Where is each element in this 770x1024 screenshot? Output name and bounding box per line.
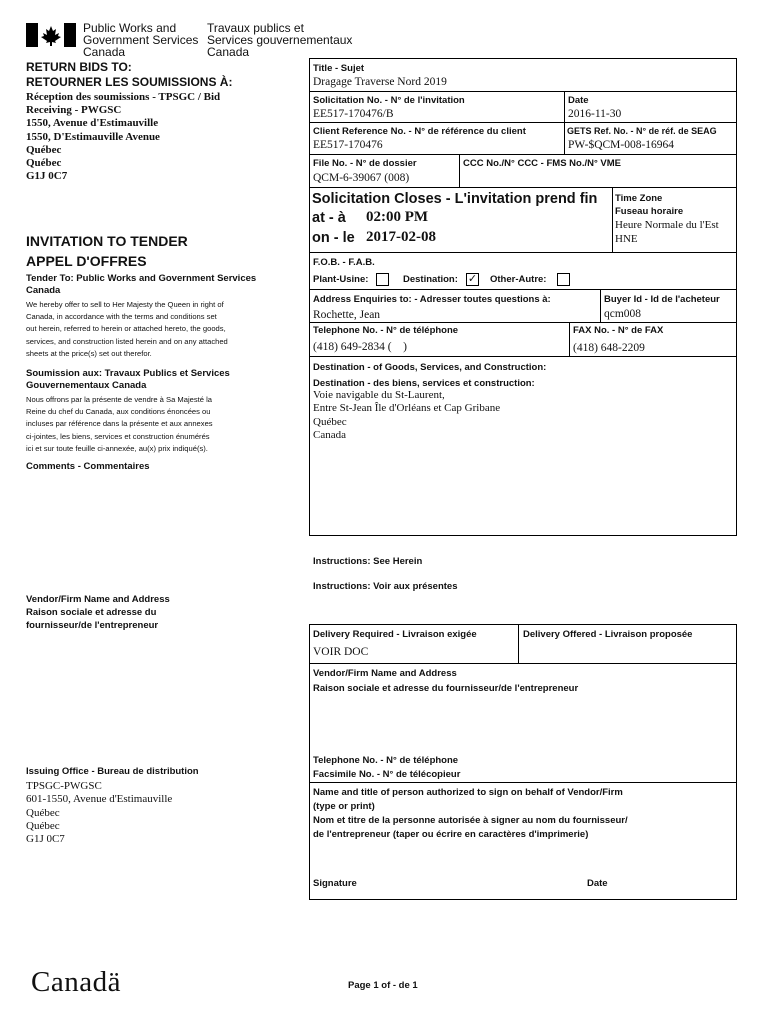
authorized-person-field[interactable] <box>311 843 735 873</box>
destination-goods-label: Destination - of Goods, Services, and Construction: Destination - des biens, services et construction: <box>313 362 547 389</box>
department-name-en: Public Works and Government Services Canada <box>83 21 199 59</box>
fax-label: FAX No. - N° de FAX <box>573 325 664 336</box>
title-label: Title - Sujet <box>313 63 365 74</box>
telephone-facsimile-label: Telephone No. - N° de téléphone Facsimile No. - N° de télécopieur <box>313 755 461 780</box>
delivery-offered-label: Delivery Offered - Livraison proposée <box>523 629 693 640</box>
time-zone-value: Heure Normale du l'Est HNE <box>615 219 719 245</box>
authorized-person-label: Name and title of person authorized to sign on behalf of Vendor/Firm (type or print) Nom et titre de la personne autorisée à signer au nom du fournisseur/ de l'entrepreneur (taper ou écrire en caractères d'imprimerie) <box>313 787 628 840</box>
destination-goods-value: Voie navigable du St-Laurent, Entre St-Jean Île d'Orléans et Cap Gribane Québec Canada <box>313 389 501 442</box>
address-enquiries-label: Address Enquiries to: - Adresser toutes questions à: <box>313 294 551 305</box>
soumission-body: Nous offrons par la présente de vendre à Sa Majesté la Reine du chef du Canada, aux conditions énoncées ou incluses par référence dans la présente et aux annexes ci-jointes, les biens, services et construction énumérés ici et sur toute feuille ci-annexée, au(x) prix indiqué(s). <box>26 395 213 453</box>
solicitation-closes-label: Solicitation Closes - L'invitation prend fin <box>312 191 598 207</box>
gets-ref-label: GETS Ref. No. - N° de réf. de SEAG <box>567 126 717 136</box>
invitation-title: INVITATION TO TENDER APPEL D'OFFRES <box>26 233 188 269</box>
vendor-firm-field[interactable] <box>311 696 735 750</box>
tender-to-body: We hereby offer to sell to Her Majesty the Queen in right of Canada, in accordance with the terms and conditions set out herein, referred to herein or attached hereto, the goods, services, and construction listed herein and on any attached sheets at the price(s) set out therefor. <box>26 300 228 358</box>
address-enquiries-value: Rochette, Jean <box>313 309 381 321</box>
gets-ref-value: PW-$QCM-008-16964 <box>568 139 675 151</box>
issuing-office-address: TPSGC-PWGSC 601-1550, Avenue d'Estimauville Québec Québec G1J 0C7 <box>26 780 173 846</box>
signature-label: Signature <box>313 878 357 889</box>
solicitation-no-label: Solicitation No. - N° de l'invitation <box>313 95 465 106</box>
closing-date-label: on - le <box>312 230 355 246</box>
delivery-required-label: Delivery Required - Livraison exigée <box>313 629 477 640</box>
canada-flag-icon <box>26 23 76 47</box>
other-autre-checkbox[interactable] <box>557 273 570 286</box>
comments-label: Comments - Commentaires <box>26 461 150 472</box>
destination-label: Destination: <box>403 274 458 285</box>
destination-checkbox[interactable]: ✓ <box>467 273 478 285</box>
file-no-label: File No. - N° de dossier <box>313 158 417 169</box>
title-value: Dragage Traverse Nord 2019 <box>313 76 447 88</box>
department-name-fr: Travaux publics et Services gouvernementaux Canada <box>207 21 353 59</box>
date-value: 2016-11-30 <box>568 108 622 120</box>
time-zone-label: Time Zone Fuseau horaire <box>615 193 684 217</box>
instructions-fr: Instructions: Voir aux présentes <box>313 581 458 592</box>
return-bids-address: Réception des soumissions - TPSGC / Bid Receiving - PWGSC 1550, Avenue d'Estimauville 1550, D'Estimauville Avenue Québec Québec G1J 0C7 <box>26 91 221 183</box>
ccc-no-label: CCC No./N° CCC - FMS No./N° VME <box>463 158 622 169</box>
telephone-value: (418) 649-2834 ( ) <box>313 341 407 353</box>
telephone-label: Telephone No. - N° de téléphone <box>313 325 459 336</box>
return-bids-heading: RETURN BIDS TO: RETOURNER LES SOUMISSIONS À: <box>26 60 233 89</box>
plant-usine-checkbox[interactable] <box>376 273 389 286</box>
vendor-firm-label-left: Vendor/Firm Name and Address Raison sociale et adresse du fournisseur/de l'entrepreneur <box>26 594 170 631</box>
delivery-required-value: VOIR DOC <box>313 646 369 658</box>
fob-label: F.O.B. - F.A.B. <box>313 257 375 268</box>
tender-to-heading: Tender To: Public Works and Government Services Canada <box>26 273 257 296</box>
other-autre-label: Other-Autre: <box>490 274 547 285</box>
buyer-id-label: Buyer Id - Id de l'acheteur <box>604 294 720 305</box>
client-ref-label: Client Reference No. - N° de référence du client <box>313 126 526 137</box>
client-ref-value: EE517-170476 <box>313 139 383 151</box>
file-no-value: QCM-6-39067 (008) <box>313 172 410 184</box>
signature-date-label: Date <box>587 878 608 889</box>
canada-wordmark: Canadä <box>31 966 121 998</box>
soumission-heading: Soumission aux: Travaux Publics et Services Gouvernementaux Canada <box>26 368 230 391</box>
issuing-office-label: Issuing Office - Bureau de distribution <box>26 766 199 777</box>
closing-time-label: at - à <box>312 210 346 226</box>
fax-value: (418) 648-2209 <box>573 342 645 354</box>
date-label: Date <box>568 95 589 106</box>
solicitation-no-value: EE517-170476/B <box>313 108 394 120</box>
buyer-id-value: qcm008 <box>604 308 642 320</box>
instructions-en: Instructions: See Herein <box>313 556 423 567</box>
closing-date-value: 2017-02-08 <box>366 229 436 245</box>
vendor-firm-label: Vendor/Firm Name and Address Raison sociale et adresse du fournisseur/de l'entrepreneur <box>313 668 579 694</box>
page-number: Page 1 of - de 1 <box>348 980 418 991</box>
closing-time-value: 02:00 PM <box>366 209 429 225</box>
plant-usine-label: Plant-Usine: <box>313 274 369 285</box>
delivery-offered-field[interactable] <box>520 642 734 662</box>
